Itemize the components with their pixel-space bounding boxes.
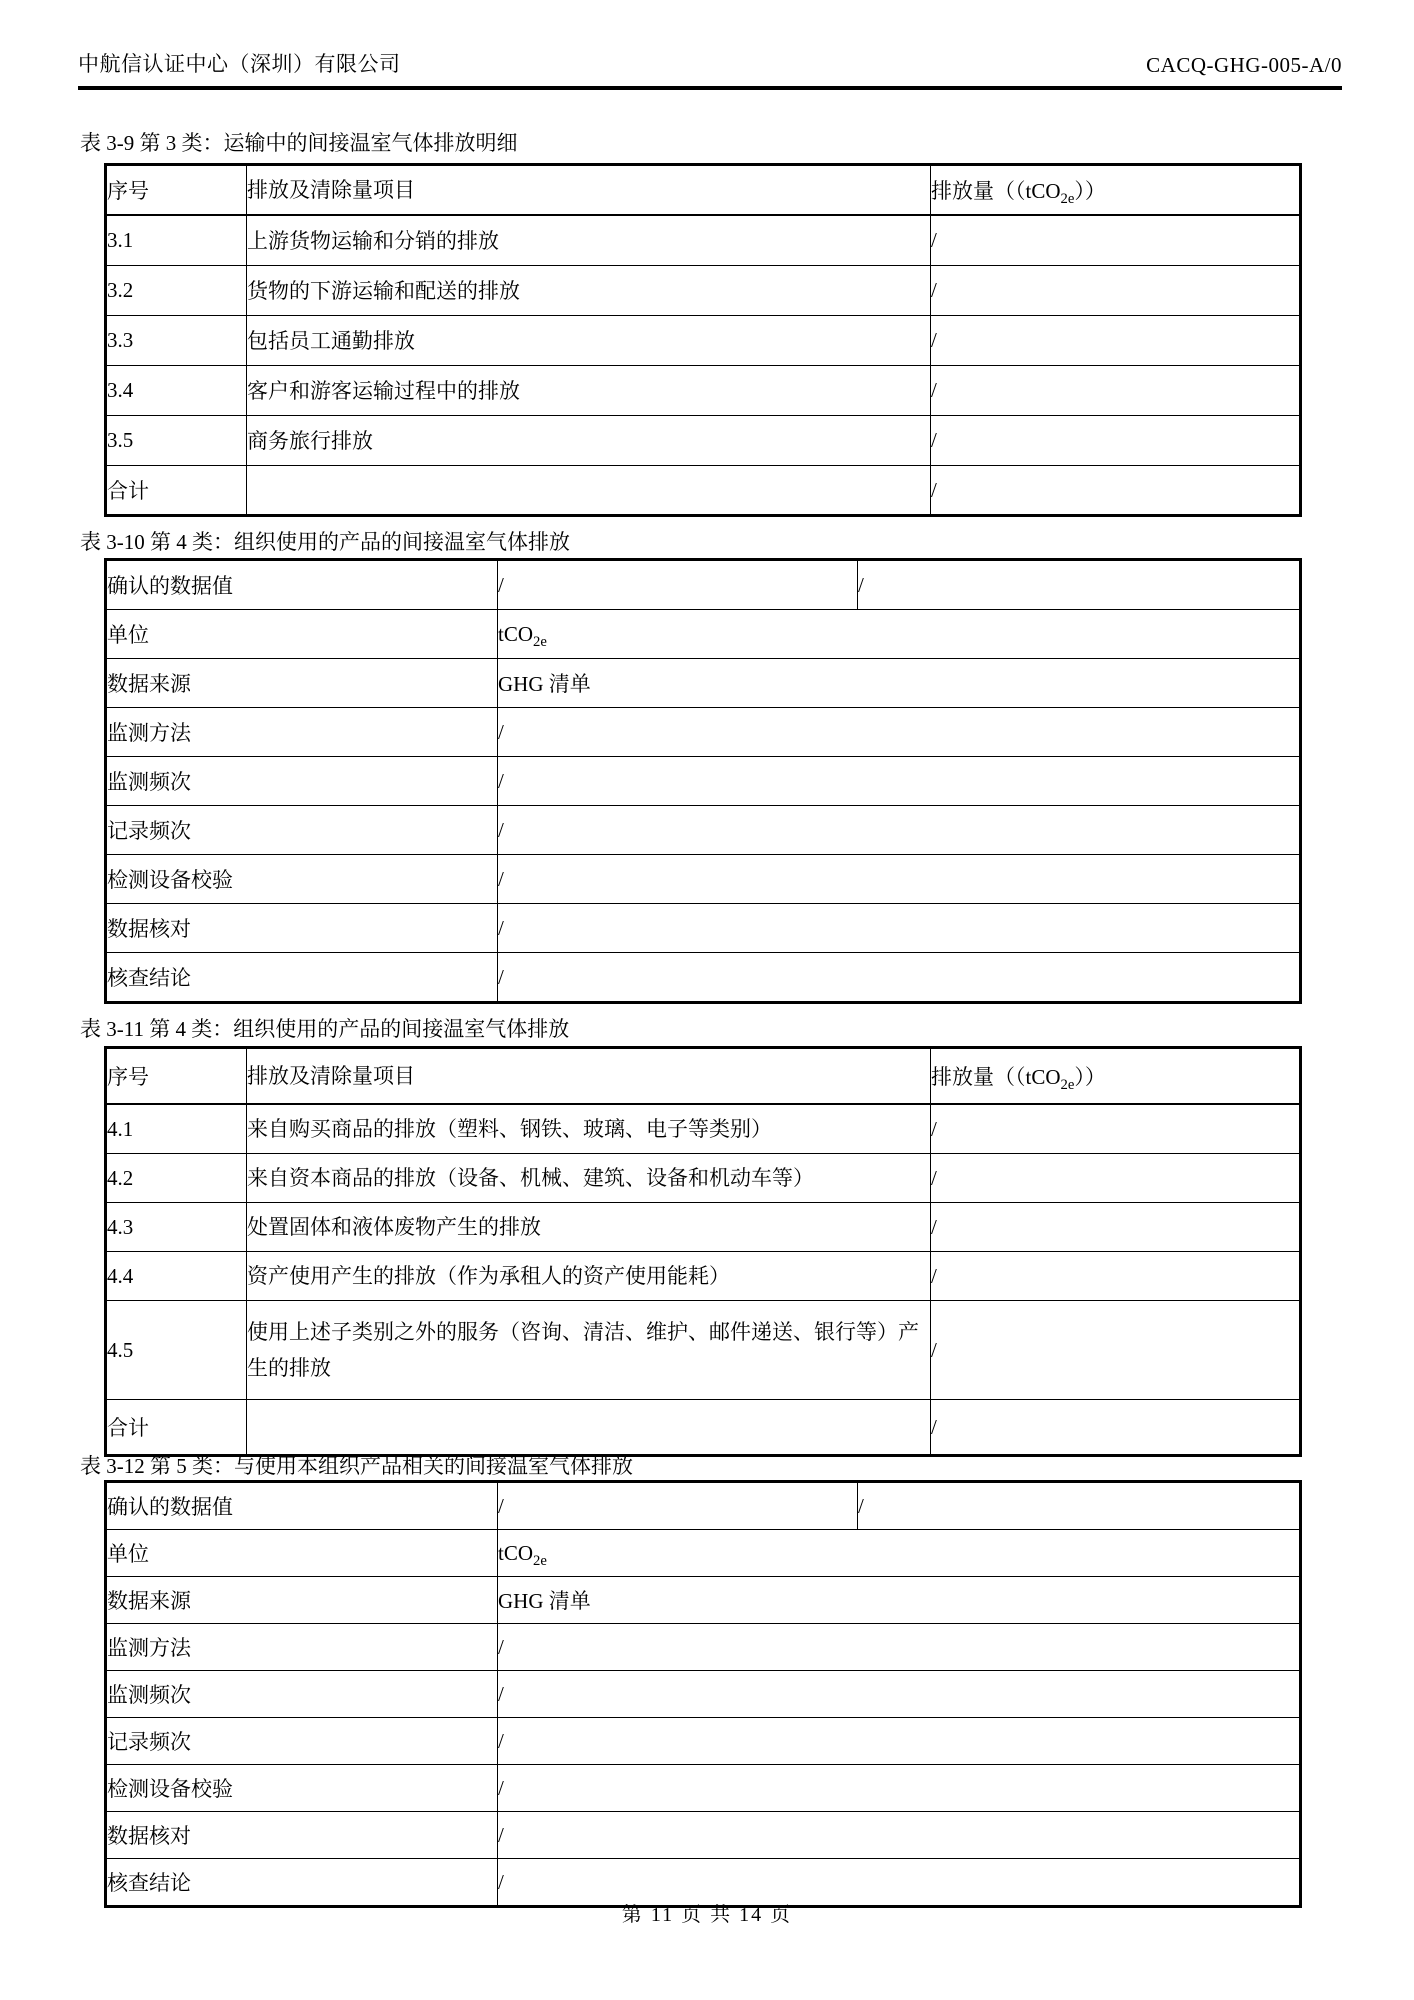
amount-header-subscript: 2e bbox=[1060, 1077, 1075, 1094]
row-label: 检测设备校验 bbox=[106, 855, 498, 904]
row-label: 数据核对 bbox=[106, 904, 498, 953]
table-3-11-header-row bbox=[106, 1048, 1301, 1105]
table-3-11-title: 表 3-11 第 4 类：组织使用的产品的间接温室气体排放 bbox=[80, 1017, 570, 1041]
column-header-item: 排放及清除量项目 bbox=[247, 1048, 931, 1105]
row-label: 单位 bbox=[106, 610, 498, 659]
table-row bbox=[106, 855, 1301, 904]
unit-text: tCO bbox=[498, 621, 534, 646]
row-value: / bbox=[498, 904, 1301, 953]
row-label: 数据来源 bbox=[106, 1577, 498, 1624]
row-value: / bbox=[498, 1859, 1301, 1907]
row-label: 确认的数据值 bbox=[106, 560, 498, 610]
row-amount: / bbox=[931, 1203, 1301, 1252]
table-row bbox=[106, 806, 1301, 855]
row-amount: / bbox=[931, 1104, 1301, 1154]
row-value: / bbox=[498, 1812, 1301, 1859]
row-item: 客户和游客运输过程中的排放 bbox=[247, 366, 931, 416]
total-row bbox=[106, 1400, 1301, 1456]
table-row bbox=[106, 416, 1301, 466]
row-label: 监测频次 bbox=[106, 757, 498, 806]
total-item-empty bbox=[247, 1400, 931, 1456]
page-header bbox=[78, 48, 1342, 78]
table-row bbox=[106, 953, 1301, 1003]
row-value: / bbox=[498, 708, 1301, 757]
row-no: 3.1 bbox=[106, 215, 247, 266]
table-row bbox=[106, 1154, 1301, 1203]
row-no: 3.5 bbox=[106, 416, 247, 466]
column-header-amount bbox=[931, 165, 1301, 216]
table-row bbox=[106, 1482, 1301, 1530]
amount-header-text: 排放量（（tCO bbox=[931, 179, 1061, 203]
total-amount: / bbox=[931, 466, 1301, 516]
amount-header-text-post: ）） bbox=[1074, 179, 1106, 203]
row-value: / bbox=[498, 757, 1301, 806]
table-row bbox=[106, 1624, 1301, 1671]
doc-code: CACQ-GHG-005-A/0 bbox=[1146, 53, 1342, 77]
row-label: 核查结论 bbox=[106, 1859, 498, 1907]
row-amount: / bbox=[931, 416, 1301, 466]
total-label: 合计 bbox=[106, 1400, 247, 1456]
table-row bbox=[106, 366, 1301, 416]
row-item: 处置固体和液体废物产生的排放 bbox=[247, 1203, 931, 1252]
table-row bbox=[106, 1577, 1301, 1624]
row-amount: / bbox=[931, 1301, 1301, 1400]
row-label: 单位 bbox=[106, 1530, 498, 1577]
table-3-12 bbox=[104, 1480, 1302, 1908]
table-row bbox=[106, 610, 1301, 659]
row-value: / bbox=[498, 1671, 1301, 1718]
row-amount: / bbox=[931, 316, 1301, 366]
row-value: / bbox=[498, 1482, 858, 1530]
table-row bbox=[106, 1530, 1301, 1577]
row-item: 来自购买商品的排放（塑料、钢铁、玻璃、电子等类别） bbox=[247, 1104, 931, 1154]
table-row bbox=[106, 1252, 1301, 1301]
table-row bbox=[106, 659, 1301, 708]
row-no: 4.1 bbox=[106, 1104, 247, 1154]
unit-subscript: 2e bbox=[533, 1552, 547, 1569]
row-value: GHG 清单 bbox=[498, 659, 1301, 708]
row-no: 4.4 bbox=[106, 1252, 247, 1301]
column-header-item: 排放及清除量项目 bbox=[247, 165, 931, 216]
row-value-2: / bbox=[858, 1482, 1301, 1530]
row-value: GHG 清单 bbox=[498, 1577, 1301, 1624]
table-row bbox=[106, 1718, 1301, 1765]
column-header-no: 序号 bbox=[106, 165, 247, 216]
table-row bbox=[106, 757, 1301, 806]
row-value: / bbox=[498, 1765, 1301, 1812]
table-row bbox=[106, 1203, 1301, 1252]
row-label: 检测设备校验 bbox=[106, 1765, 498, 1812]
table-row bbox=[106, 904, 1301, 953]
column-header-no: 序号 bbox=[106, 1048, 247, 1105]
row-item: 货物的下游运输和配送的排放 bbox=[247, 266, 931, 316]
row-label: 监测方法 bbox=[106, 708, 498, 757]
table-row bbox=[106, 266, 1301, 316]
unit-subscript: 2e bbox=[533, 633, 547, 650]
row-amount: / bbox=[931, 215, 1301, 266]
row-value: / bbox=[498, 560, 858, 610]
total-amount: / bbox=[931, 1400, 1301, 1456]
amount-header-text-post: ）） bbox=[1074, 1065, 1106, 1089]
row-no: 4.3 bbox=[106, 1203, 247, 1252]
table-row bbox=[106, 1301, 1301, 1400]
row-item: 包括员工通勤排放 bbox=[247, 316, 931, 366]
table-row bbox=[106, 708, 1301, 757]
row-value: / bbox=[498, 1718, 1301, 1765]
row-value-2: / bbox=[858, 560, 1301, 610]
row-amount: / bbox=[931, 366, 1301, 416]
table-row bbox=[106, 1812, 1301, 1859]
unit-text: tCO bbox=[498, 1540, 534, 1565]
row-value: / bbox=[498, 855, 1301, 904]
table-3-9-title: 表 3-9 第 3 类：运输中的间接温室气体排放明细 bbox=[80, 131, 518, 155]
row-label: 监测频次 bbox=[106, 1671, 498, 1718]
row-no: 3.2 bbox=[106, 266, 247, 316]
total-row bbox=[106, 466, 1301, 516]
row-no: 3.4 bbox=[106, 366, 247, 416]
table-row bbox=[106, 1104, 1301, 1154]
row-value: / bbox=[498, 806, 1301, 855]
row-no: 3.3 bbox=[106, 316, 247, 366]
row-no: 4.5 bbox=[106, 1301, 247, 1400]
row-value: / bbox=[498, 1624, 1301, 1671]
row-item: 资产使用产生的排放（作为承租人的资产使用能耗） bbox=[247, 1252, 931, 1301]
row-amount: / bbox=[931, 266, 1301, 316]
row-label: 数据来源 bbox=[106, 659, 498, 708]
total-item-empty bbox=[247, 466, 931, 516]
row-value-unit bbox=[498, 1530, 1301, 1577]
table-3-9-header-row bbox=[106, 165, 1301, 216]
header-rule bbox=[78, 86, 1342, 90]
row-item: 上游货物运输和分销的排放 bbox=[247, 215, 931, 266]
table-row bbox=[106, 215, 1301, 266]
table-3-9 bbox=[104, 163, 1302, 517]
row-amount: / bbox=[931, 1252, 1301, 1301]
page-footer: 第 11 页 共 14 页 bbox=[621, 1904, 793, 1926]
table-row bbox=[106, 1671, 1301, 1718]
table-3-10-title: 表 3-10 第 4 类：组织使用的产品的间接温室气体排放 bbox=[80, 530, 570, 554]
row-item: 商务旅行排放 bbox=[247, 416, 931, 466]
row-no: 4.2 bbox=[106, 1154, 247, 1203]
amount-header-text: 排放量（（tCO bbox=[931, 1065, 1061, 1089]
row-amount: / bbox=[931, 1154, 1301, 1203]
row-label: 监测方法 bbox=[106, 1624, 498, 1671]
table-row bbox=[106, 316, 1301, 366]
row-label: 记录频次 bbox=[106, 1718, 498, 1765]
amount-header-subscript: 2e bbox=[1060, 191, 1075, 208]
column-header-amount bbox=[931, 1048, 1301, 1105]
company-name: 中航信认证中心（深圳）有限公司 bbox=[78, 52, 401, 76]
table-3-10 bbox=[104, 558, 1302, 1004]
row-label: 核查结论 bbox=[106, 953, 498, 1003]
row-label: 数据核对 bbox=[106, 1812, 498, 1859]
table-3-12-title: 表 3-12 第 5 类：与使用本组织产品相关的间接温室气体排放 bbox=[80, 1454, 633, 1478]
row-item: 来自资本商品的排放（设备、机械、建筑、设备和机动车等） bbox=[247, 1154, 931, 1203]
row-item: 使用上述子类别之外的服务（咨询、清洁、维护、邮件递送、银行等）产生的排放 bbox=[247, 1301, 931, 1400]
row-value-unit bbox=[498, 610, 1301, 659]
table-3-11 bbox=[104, 1046, 1302, 1457]
row-label: 确认的数据值 bbox=[106, 1482, 498, 1530]
row-value: / bbox=[498, 953, 1301, 1003]
table-row bbox=[106, 560, 1301, 610]
row-label: 记录频次 bbox=[106, 806, 498, 855]
table-row bbox=[106, 1765, 1301, 1812]
total-label: 合计 bbox=[106, 466, 247, 516]
